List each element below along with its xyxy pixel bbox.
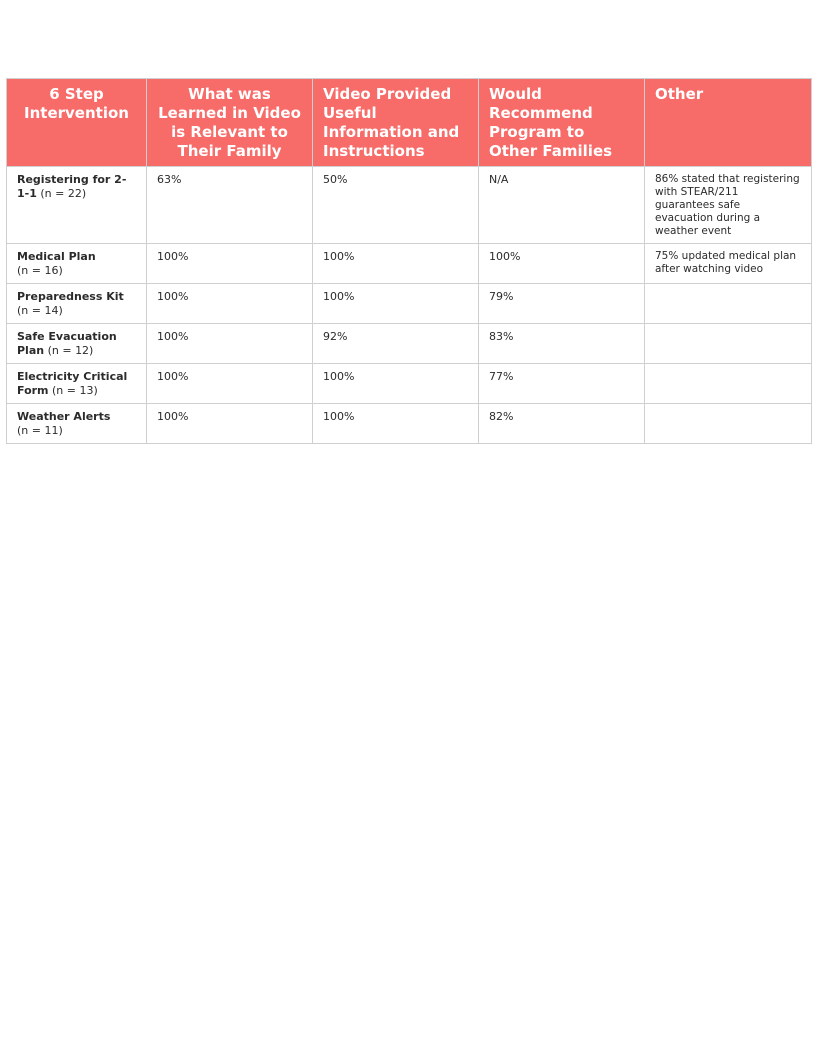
relevant-cell: 100% xyxy=(147,404,313,444)
intervention-cell xyxy=(7,364,147,404)
relevant-cell: 100% xyxy=(147,364,313,404)
table-row xyxy=(7,404,812,444)
intervention-cell xyxy=(7,404,147,444)
useful-cell: 100% xyxy=(313,244,479,284)
header-other xyxy=(645,79,812,167)
sample-size: (n = 12) xyxy=(44,344,94,357)
recommend-cell: N/A xyxy=(479,167,645,244)
header-other-label: Other xyxy=(655,85,704,103)
intervention-results-table xyxy=(6,78,812,444)
table-header-row xyxy=(7,79,812,167)
recommend-cell: 82% xyxy=(479,404,645,444)
header-relevant-label: What was Learned in Video is Relevant to Their Family xyxy=(158,85,301,160)
header-useful xyxy=(313,79,479,167)
sample-size: (n = 16) xyxy=(17,264,63,277)
intervention-name: Safe Evacuation Plan xyxy=(17,330,117,357)
sample-size: (n = 14) xyxy=(17,304,63,317)
table-row xyxy=(7,364,812,404)
relevant-cell: 100% xyxy=(147,324,313,364)
intervention-cell xyxy=(7,324,147,364)
table-row xyxy=(7,284,812,324)
useful-cell: 100% xyxy=(313,284,479,324)
other-cell xyxy=(645,284,812,324)
relevant-cell: 63% xyxy=(147,167,313,244)
recommend-cell: 79% xyxy=(479,284,645,324)
header-useful-label: Video Provided Useful Information and Instructions xyxy=(323,85,460,160)
recommend-cell: 83% xyxy=(479,324,645,364)
other-cell xyxy=(645,364,812,404)
recommend-cell: 77% xyxy=(479,364,645,404)
intervention-cell xyxy=(7,167,147,244)
sample-size: (n = 22) xyxy=(36,187,87,200)
header-intervention-label: 6 Step Intervention xyxy=(24,85,129,122)
intervention-cell xyxy=(7,244,147,284)
header-recommend xyxy=(479,79,645,167)
header-intervention xyxy=(7,79,147,167)
useful-cell: 100% xyxy=(313,364,479,404)
sample-size: (n = 11) xyxy=(17,424,63,437)
other-cell: 86% stated that registering with STEAR/211 guarantees safe evacuation during a weather event xyxy=(645,167,812,244)
intervention-name: Weather Alerts xyxy=(17,410,111,423)
recommend-cell: 100% xyxy=(479,244,645,284)
other-cell xyxy=(645,324,812,364)
table-row xyxy=(7,244,812,284)
table-row xyxy=(7,167,812,244)
useful-cell: 92% xyxy=(313,324,479,364)
other-cell: 75% updated medical plan after watching video xyxy=(645,244,812,284)
sample-size: (n = 13) xyxy=(48,384,98,397)
table-row xyxy=(7,324,812,364)
intervention-name: Preparedness Kit xyxy=(17,290,124,303)
intervention-name: Registering for 2-1-1 xyxy=(17,173,127,200)
relevant-cell: 100% xyxy=(147,284,313,324)
intervention-name: Medical Plan xyxy=(17,250,96,263)
useful-cell: 50% xyxy=(313,167,479,244)
intervention-name: Electricity Critical Form xyxy=(17,370,128,397)
intervention-cell xyxy=(7,284,147,324)
header-recommend-label: Would Recommend Program to Other Families xyxy=(489,85,613,160)
header-relevant xyxy=(147,79,313,167)
relevant-cell: 100% xyxy=(147,244,313,284)
other-cell xyxy=(645,404,812,444)
useful-cell: 100% xyxy=(313,404,479,444)
